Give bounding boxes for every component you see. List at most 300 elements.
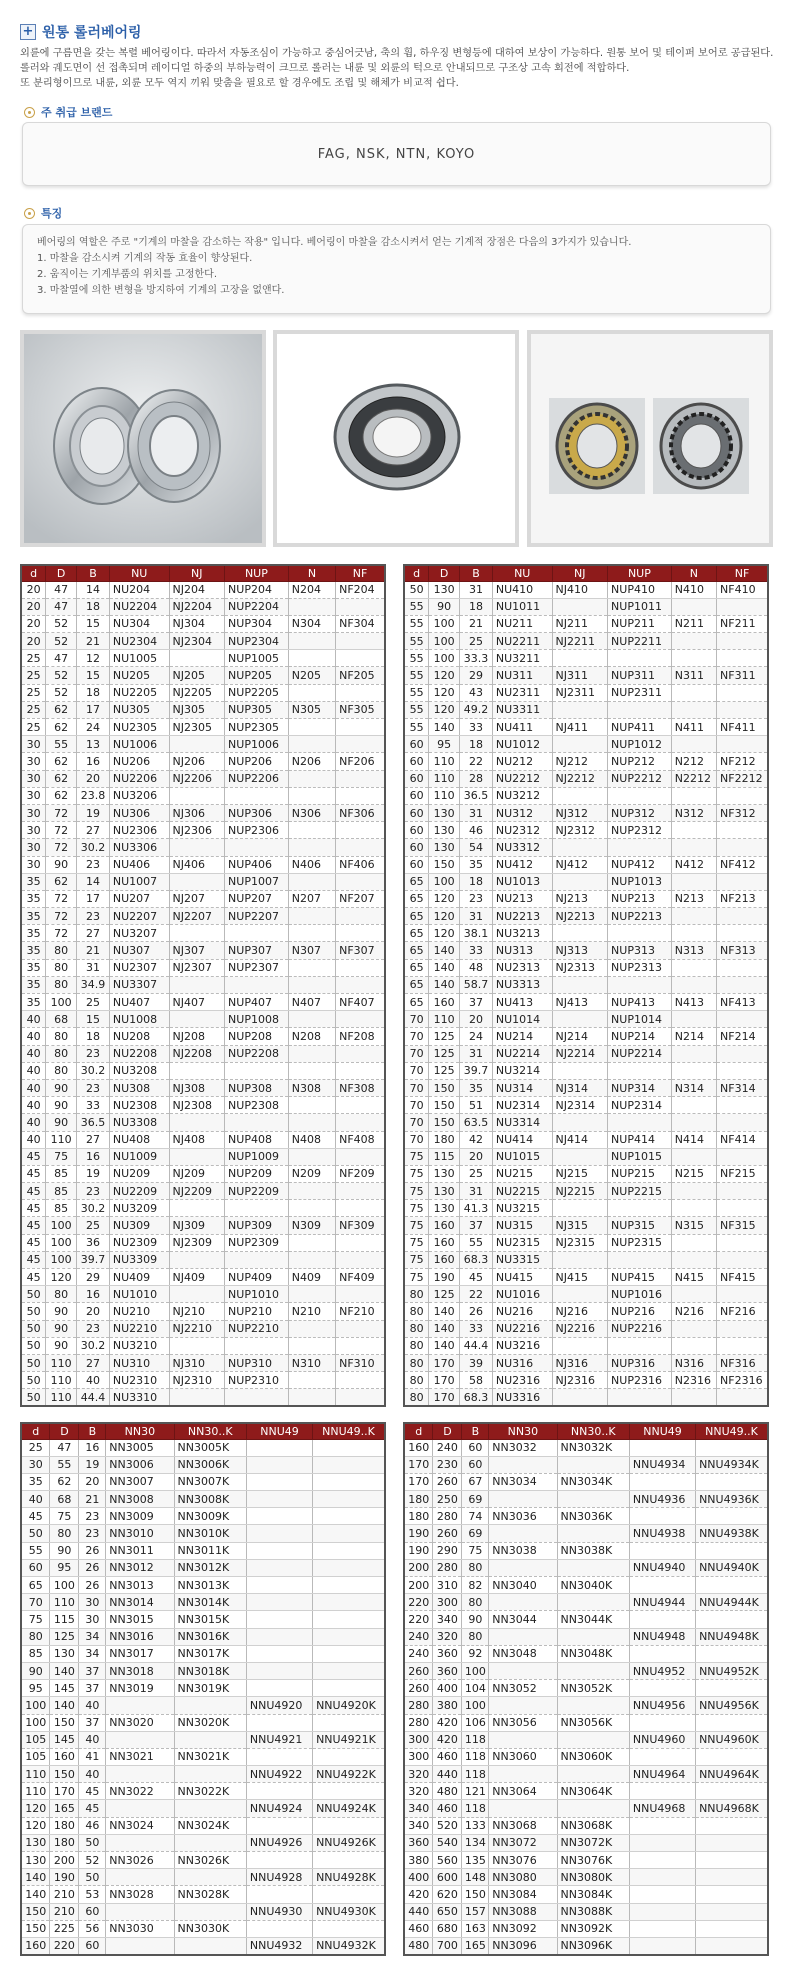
table-row — [21, 1697, 385, 1714]
table-cell — [552, 1011, 608, 1028]
table-cell: 260 — [433, 1525, 462, 1542]
table-cell: 75 — [404, 1269, 429, 1286]
table-cell: NU3313 — [492, 976, 552, 993]
table-cell: 320 — [433, 1628, 462, 1645]
table-cell: NNU4940 — [629, 1559, 695, 1576]
table-cell: NU208 — [109, 1028, 169, 1045]
table-cell: NN3036K — [557, 1508, 629, 1525]
table-cell: NJ413 — [552, 994, 608, 1011]
table-cell: NJ406 — [169, 856, 225, 873]
table-cell: NUP309 — [225, 1217, 289, 1234]
table-row — [404, 1577, 768, 1594]
table-row — [404, 787, 768, 804]
table-cell: 15 — [77, 615, 110, 632]
table-cell: 70 — [404, 1028, 429, 1045]
table-row — [21, 1577, 385, 1594]
table-cell — [246, 1542, 312, 1559]
table-cell: 75 — [404, 1234, 429, 1251]
table-cell: 40 — [21, 1131, 46, 1148]
table-row — [21, 1886, 385, 1903]
table-cell: NJ2310 — [169, 1372, 225, 1389]
table-cell: NUP1014 — [608, 1011, 672, 1028]
table-cell: 55 — [404, 615, 429, 632]
table-cell: NUP1015 — [608, 1148, 672, 1165]
table-cell — [169, 976, 225, 993]
table-cell: 120 — [429, 925, 460, 942]
table-row — [21, 908, 385, 925]
table-row — [21, 1559, 385, 1576]
table-cell — [288, 839, 335, 856]
feature-line: 1. 마찰을 감소시켜 기계의 작동 효율이 향상된다. — [37, 253, 253, 264]
table-row — [404, 1903, 768, 1920]
table-cell — [288, 598, 335, 615]
table-cell: NNU4952K — [696, 1662, 768, 1679]
table-cell: NJ2312 — [552, 822, 608, 839]
table-cell: NNU4964 — [629, 1766, 695, 1783]
table-row — [21, 1800, 385, 1817]
table-cell: NUP206 — [225, 753, 289, 770]
table-cell: NUP310 — [225, 1354, 289, 1371]
table-row — [21, 684, 385, 701]
table-cell: 280 — [433, 1508, 462, 1525]
column-header: B — [77, 565, 110, 581]
table-row — [404, 1697, 768, 1714]
table-cell: 35 — [21, 873, 46, 890]
table-cell — [696, 1920, 768, 1937]
table-header-row — [404, 565, 768, 581]
table-row — [404, 1783, 768, 1800]
table-row — [404, 1680, 768, 1697]
table-cell: NJ313 — [552, 942, 608, 959]
table-cell — [557, 1456, 629, 1473]
table-cell — [717, 1097, 768, 1114]
brands-heading — [24, 104, 112, 120]
table-cell: NUP315 — [608, 1217, 672, 1234]
table-cell: NU315 — [492, 1217, 552, 1234]
table-cell — [671, 976, 716, 993]
table-cell — [288, 1389, 335, 1406]
table-cell: NU3213 — [492, 925, 552, 942]
table-cell: 40 — [79, 1731, 106, 1748]
table-cell: 110 — [429, 1011, 460, 1028]
table-cell: 40 — [21, 1079, 46, 1096]
table-row — [404, 598, 768, 615]
table-cell: 60 — [404, 839, 429, 856]
table-row — [21, 1045, 385, 1062]
table-cell: 60 — [462, 1456, 489, 1473]
table-cell — [246, 1748, 312, 1765]
table-cell: NJ311 — [552, 667, 608, 684]
table-cell — [608, 1114, 672, 1131]
table-cell — [169, 787, 225, 804]
table-cell: 50 — [21, 1320, 46, 1337]
table-cell — [313, 1645, 385, 1662]
table-cell: 380 — [433, 1697, 462, 1714]
column-header: D — [433, 1423, 462, 1439]
table-cell: 20 — [21, 598, 46, 615]
table-cell: NN3005K — [174, 1439, 246, 1456]
table-cell: 52 — [46, 615, 77, 632]
table-cell: NUP2210 — [225, 1320, 289, 1337]
table-cell — [629, 1508, 695, 1525]
table-cell: 100 — [46, 994, 77, 1011]
table-cell: 20 — [21, 633, 46, 650]
table-cell: NUP415 — [608, 1269, 672, 1286]
table-cell: 110 — [46, 1389, 77, 1406]
table-cell: 60 — [404, 822, 429, 839]
table-cell: 80 — [404, 1337, 429, 1354]
table-cell: NU3310 — [109, 1389, 169, 1406]
table-cell: 40 — [79, 1697, 106, 1714]
table-cell — [313, 1594, 385, 1611]
table-cell — [489, 1766, 557, 1783]
table-cell: N408 — [288, 1131, 335, 1148]
table-cell — [336, 873, 385, 890]
table-cell: 30.2 — [77, 1062, 110, 1079]
table-cell — [629, 1852, 695, 1869]
table-cell: NF2316 — [717, 1372, 768, 1389]
table-cell: 95 — [50, 1559, 79, 1576]
table-cell: 40 — [21, 1045, 46, 1062]
table-row — [21, 1869, 385, 1886]
table-row — [21, 942, 385, 959]
table-cell: 160 — [429, 1234, 460, 1251]
table-cell: NJ312 — [552, 804, 608, 821]
table-cell: 35 — [21, 976, 46, 993]
table-cell: 85 — [21, 1645, 50, 1662]
table-cell: 25 — [460, 1165, 493, 1182]
table-cell: NNU4964K — [696, 1766, 768, 1783]
table-cell: 69 — [462, 1525, 489, 1542]
table-cell: NU410 — [492, 581, 552, 598]
table-cell: 130 — [429, 839, 460, 856]
table-cell: NJ2311 — [552, 684, 608, 701]
table-cell — [717, 1062, 768, 1079]
table-cell: NU1012 — [492, 736, 552, 753]
table-cell — [336, 1337, 385, 1354]
table-cell: NU3215 — [492, 1200, 552, 1217]
table-cell: 160 — [429, 1251, 460, 1268]
table-cell: NU2306 — [109, 822, 169, 839]
table-cell: NN3024K — [174, 1817, 246, 1834]
table-cell: 150 — [50, 1766, 79, 1783]
table-cell: NN3008K — [174, 1491, 246, 1508]
table-row — [404, 1473, 768, 1490]
table-cell: 72 — [46, 890, 77, 907]
feature-line: 3. 마찰열에 의한 변형을 방지하여 기계의 고장을 없앤다. — [37, 285, 285, 296]
table-cell — [288, 1320, 335, 1337]
table-cell: 31 — [460, 908, 493, 925]
table-cell: NUP408 — [225, 1131, 289, 1148]
table-cell — [717, 1148, 768, 1165]
table-cell: 90 — [46, 1097, 77, 1114]
table-row — [21, 787, 385, 804]
table-cell: NN3024 — [106, 1817, 174, 1834]
table-cell: N216 — [671, 1303, 716, 1320]
table-cell: 45 — [79, 1800, 106, 1817]
table-cell: 20 — [77, 1303, 110, 1320]
table-cell: NN3084K — [557, 1886, 629, 1903]
table-cell — [671, 701, 716, 718]
table-cell: N406 — [288, 856, 335, 873]
table-cell: NF305 — [336, 701, 385, 718]
table-cell: NUP2206 — [225, 770, 289, 787]
table-cell: 80 — [404, 1303, 429, 1320]
table-cell: 47 — [50, 1439, 79, 1456]
table-cell: NU2214 — [492, 1045, 552, 1062]
table-row — [21, 804, 385, 821]
table-cell — [696, 1714, 768, 1731]
table-cell: 18 — [77, 598, 110, 615]
table-cell: 20 — [460, 1011, 493, 1028]
table-cell: NNU4922K — [313, 1766, 385, 1783]
table-cell — [336, 822, 385, 839]
table-cell: NU309 — [109, 1217, 169, 1234]
table-cell: NUP316 — [608, 1354, 672, 1371]
table-cell — [106, 1937, 174, 1954]
table-cell: NUP1007 — [225, 873, 289, 890]
table-cell — [225, 925, 289, 942]
table-cell: N412 — [671, 856, 716, 873]
table-cell: 170 — [50, 1783, 79, 1800]
table-cell: 21 — [79, 1491, 106, 1508]
table-cell: N210 — [288, 1303, 335, 1320]
table-cell — [717, 1337, 768, 1354]
table-cell: NU312 — [492, 804, 552, 821]
table-cell: 80 — [21, 1628, 50, 1645]
table-cell — [106, 1766, 174, 1783]
column-header: NJ — [552, 565, 608, 581]
table-row — [21, 1337, 385, 1354]
table-cell: 75 — [46, 1148, 77, 1165]
table-cell — [288, 925, 335, 942]
table-row — [404, 1131, 768, 1148]
table-cell: 220 — [404, 1594, 433, 1611]
table-cell — [608, 1062, 672, 1079]
table-cell: NN3022 — [106, 1783, 174, 1800]
table-cell: 150 — [21, 1903, 50, 1920]
table-cell: 40 — [21, 1011, 46, 1028]
table-cell: 23 — [77, 1045, 110, 1062]
table-cell — [313, 1473, 385, 1490]
table-cell: 140 — [21, 1886, 50, 1903]
table-cell: NF411 — [717, 719, 768, 736]
table-cell: NN3026K — [174, 1852, 246, 1869]
table-row — [404, 1645, 768, 1662]
table-cell: 120 — [429, 667, 460, 684]
table-cell: 25 — [21, 1439, 50, 1456]
table-cell: NJ408 — [169, 1131, 225, 1148]
table-cell — [671, 1286, 716, 1303]
table-cell: NJ2214 — [552, 1045, 608, 1062]
table-cell: NJ209 — [169, 1165, 225, 1182]
table-cell: N311 — [671, 667, 716, 684]
table-cell — [106, 1697, 174, 1714]
table-cell — [629, 1680, 695, 1697]
table-cell — [288, 684, 335, 701]
table-cell — [313, 1680, 385, 1697]
table-cell: 25 — [21, 667, 46, 684]
table-cell — [336, 719, 385, 736]
table-cell: NNU4932K — [313, 1937, 385, 1954]
table-cell: 80 — [46, 1286, 77, 1303]
table-cell: 28 — [460, 770, 493, 787]
table-row — [404, 1920, 768, 1937]
table-cell: NF209 — [336, 1165, 385, 1182]
table-cell: 50 — [21, 1337, 46, 1354]
table-row — [21, 1852, 385, 1869]
table-cell: 60 — [404, 804, 429, 821]
table-cell: NUP2308 — [225, 1097, 289, 1114]
table-cell — [671, 1045, 716, 1062]
table-row — [21, 1286, 385, 1303]
table-cell: 180 — [404, 1491, 433, 1508]
table-row — [404, 1045, 768, 1062]
table-cell: 105 — [21, 1748, 50, 1765]
table-cell — [696, 1542, 768, 1559]
table-cell: N410 — [671, 581, 716, 598]
table-cell: N214 — [671, 1028, 716, 1045]
table-row — [21, 615, 385, 632]
table-cell: 30 — [79, 1611, 106, 1628]
table-cell: 280 — [404, 1714, 433, 1731]
table-row — [21, 1372, 385, 1389]
table-cell — [106, 1869, 174, 1886]
table-cell: NUP2316 — [608, 1372, 672, 1389]
table-cell — [246, 1525, 312, 1542]
table-cell: 24 — [77, 719, 110, 736]
table-row — [404, 925, 768, 942]
table-cell: 20 — [21, 581, 46, 598]
brands-title: 주 취급 브랜드 — [41, 106, 113, 119]
table-cell: 62 — [50, 1473, 79, 1490]
table-cell — [696, 1783, 768, 1800]
column-header: N — [671, 565, 716, 581]
table-cell — [717, 1389, 768, 1406]
table-row — [21, 1183, 385, 1200]
table-cell: 180 — [404, 1508, 433, 1525]
page-title-row — [20, 22, 142, 42]
table-row — [21, 1937, 385, 1954]
table-cell: N312 — [671, 804, 716, 821]
table-cell: 21 — [77, 633, 110, 650]
features-heading — [24, 205, 62, 221]
table-cell: 650 — [433, 1903, 462, 1920]
table-cell: NU2305 — [109, 719, 169, 736]
table-cell: NNU4921K — [313, 1731, 385, 1748]
table-row — [404, 1062, 768, 1079]
table-cell: 157 — [462, 1903, 489, 1920]
table-cell: 400 — [404, 1869, 433, 1886]
table-cell: NNU4960K — [696, 1731, 768, 1748]
table-cell: 50 — [21, 1372, 46, 1389]
table-cell: 80 — [462, 1628, 489, 1645]
table-cell: 80 — [404, 1320, 429, 1337]
table-cell: NU3211 — [492, 650, 552, 667]
table-cell: N211 — [671, 615, 716, 632]
table-cell — [336, 650, 385, 667]
table-cell: NJ2204 — [169, 598, 225, 615]
table-cell: NUP2315 — [608, 1234, 672, 1251]
table-cell: NN3088 — [489, 1903, 557, 1920]
table-cell — [336, 1045, 385, 1062]
table-cell — [246, 1577, 312, 1594]
table-cell: NJ2213 — [552, 908, 608, 925]
table-cell — [336, 1114, 385, 1131]
table-cell — [313, 1542, 385, 1559]
table-cell: NN3008 — [106, 1491, 174, 1508]
table-cell — [336, 787, 385, 804]
table-cell — [336, 1200, 385, 1217]
table-cell — [717, 1200, 768, 1217]
table-cell — [629, 1611, 695, 1628]
table-cell: 140 — [429, 719, 460, 736]
table-cell: NN3052 — [489, 1680, 557, 1697]
table-cell — [174, 1834, 246, 1851]
table-cell: NU1014 — [492, 1011, 552, 1028]
table-cell: 140 — [429, 1337, 460, 1354]
table-cell: 680 — [433, 1920, 462, 1937]
table-cell: NU2311 — [492, 684, 552, 701]
table-cell: N315 — [671, 1217, 716, 1234]
table-cell: 460 — [433, 1800, 462, 1817]
table-cell: 21 — [460, 615, 493, 632]
table-cell: NN3056K — [557, 1714, 629, 1731]
table-cell — [169, 1337, 225, 1354]
table-cell — [313, 1439, 385, 1456]
table-cell: 110 — [21, 1766, 50, 1783]
table-cell: 50 — [21, 1525, 50, 1542]
table-cell — [557, 1800, 629, 1817]
table-cell: N407 — [288, 994, 335, 1011]
table-cell: 70 — [404, 1011, 429, 1028]
table-cell: 560 — [433, 1852, 462, 1869]
table-cell — [288, 736, 335, 753]
table-cell: NU2207 — [109, 908, 169, 925]
table-row — [404, 839, 768, 856]
table-cell: 100 — [462, 1697, 489, 1714]
table-cell: 100 — [46, 1234, 77, 1251]
table-cell: NU212 — [492, 753, 552, 770]
table-cell: 25 — [77, 994, 110, 1011]
table-cell: NJ410 — [552, 581, 608, 598]
table-cell: 240 — [404, 1645, 433, 1662]
table-cell: 37 — [460, 994, 493, 1011]
table-cell: NU1015 — [492, 1148, 552, 1165]
table-cell: 27 — [77, 822, 110, 839]
table-cell: 121 — [462, 1783, 489, 1800]
intro-line: 또 분리형이므로 내륜, 외륜 모두 역지 끼워 맞춤을 필요로 할 경우에도 조립 및 해체가 비교적 쉽다. — [20, 78, 459, 89]
column-header: NN30 — [106, 1423, 174, 1439]
table-cell — [671, 684, 716, 701]
table-cell: 620 — [433, 1886, 462, 1903]
table-cell: N204 — [288, 581, 335, 598]
table-cell: NNU4936K — [696, 1491, 768, 1508]
table-row — [404, 1028, 768, 1045]
table-cell: NNU4920K — [313, 1697, 385, 1714]
table-row — [21, 667, 385, 684]
table-cell: NU3208 — [109, 1062, 169, 1079]
table-cell — [696, 1577, 768, 1594]
table-cell — [552, 1389, 608, 1406]
table-header-row — [21, 1423, 385, 1439]
table-cell: 68.3 — [460, 1389, 493, 1406]
table-cell: NUP216 — [608, 1303, 672, 1320]
table-row — [404, 736, 768, 753]
table-cell: 65 — [404, 873, 429, 890]
table-cell — [696, 1937, 768, 1954]
table-cell: NU1010 — [109, 1286, 169, 1303]
